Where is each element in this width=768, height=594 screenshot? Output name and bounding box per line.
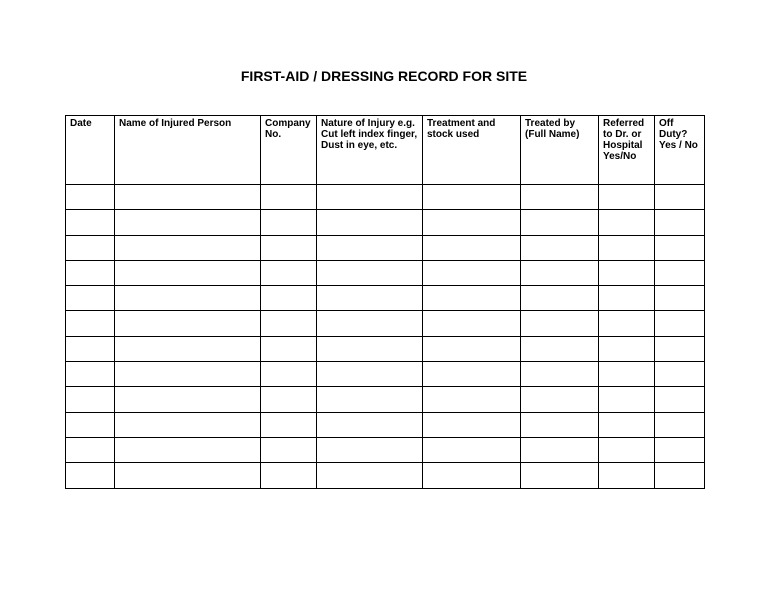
cell-injured-person[interactable] [115,362,261,387]
cell-treatment[interactable] [423,387,521,412]
cell-off-duty[interactable] [655,412,705,437]
cell-treated-by[interactable] [521,210,599,235]
record-body [66,185,705,489]
table-row [66,336,705,361]
table-row [66,362,705,387]
cell-referred[interactable] [599,210,655,235]
cell-nature-of-injury[interactable] [317,210,423,235]
cell-injured-person[interactable] [115,260,261,285]
cell-injured-person[interactable] [115,412,261,437]
cell-injured-person[interactable] [115,463,261,488]
cell-referred[interactable] [599,463,655,488]
cell-treated-by[interactable] [521,463,599,488]
cell-company-no[interactable] [261,387,317,412]
cell-date[interactable] [66,387,115,412]
cell-referred[interactable] [599,286,655,311]
cell-treatment[interactable] [423,286,521,311]
cell-date[interactable] [66,235,115,260]
cell-injured-person[interactable] [115,336,261,361]
header-row [66,116,705,185]
cell-nature-of-injury[interactable] [317,437,423,462]
cell-nature-of-injury[interactable] [317,387,423,412]
cell-company-no[interactable] [261,362,317,387]
table-row [66,437,705,462]
cell-treated-by[interactable] [521,362,599,387]
cell-date[interactable] [66,463,115,488]
cell-company-no[interactable] [261,260,317,285]
cell-nature-of-injury[interactable] [317,185,423,210]
cell-injured-person[interactable] [115,235,261,260]
cell-nature-of-injury[interactable] [317,286,423,311]
cell-treatment[interactable] [423,185,521,210]
cell-date[interactable] [66,336,115,361]
cell-off-duty[interactable] [655,311,705,336]
cell-treatment[interactable] [423,412,521,437]
column-header-injured-person: Name of Injured Person [115,116,261,185]
cell-date[interactable] [66,185,115,210]
cell-off-duty[interactable] [655,210,705,235]
cell-injured-person[interactable] [115,185,261,210]
cell-treated-by[interactable] [521,437,599,462]
cell-company-no[interactable] [261,185,317,210]
cell-referred[interactable] [599,311,655,336]
cell-date[interactable] [66,412,115,437]
cell-injured-person[interactable] [115,210,261,235]
column-header-off-duty: Off Duty? Yes / No [655,116,705,185]
column-header-treated-by: Treated by (Full Name) [521,116,599,185]
cell-nature-of-injury[interactable] [317,362,423,387]
cell-date[interactable] [66,260,115,285]
cell-company-no[interactable] [261,210,317,235]
cell-company-no[interactable] [261,336,317,361]
cell-nature-of-injury[interactable] [317,260,423,285]
cell-referred[interactable] [599,412,655,437]
cell-company-no[interactable] [261,235,317,260]
table-row [66,463,705,488]
table-row [66,412,705,437]
cell-off-duty[interactable] [655,286,705,311]
cell-referred[interactable] [599,336,655,361]
cell-nature-of-injury[interactable] [317,336,423,361]
cell-treated-by[interactable] [521,412,599,437]
cell-date[interactable] [66,311,115,336]
cell-off-duty[interactable] [655,387,705,412]
cell-referred[interactable] [599,260,655,285]
cell-treatment[interactable] [423,437,521,462]
cell-injured-person[interactable] [115,437,261,462]
cell-company-no[interactable] [261,437,317,462]
cell-off-duty[interactable] [655,463,705,488]
cell-date[interactable] [66,210,115,235]
column-header-treatment: Treatment and stock used [423,116,521,185]
cell-nature-of-injury[interactable] [317,463,423,488]
cell-date[interactable] [66,362,115,387]
cell-off-duty[interactable] [655,185,705,210]
cell-treated-by[interactable] [521,336,599,361]
cell-off-duty[interactable] [655,260,705,285]
column-header-date: Date [66,116,115,185]
cell-referred[interactable] [599,185,655,210]
cell-referred[interactable] [599,362,655,387]
cell-company-no[interactable] [261,311,317,336]
cell-injured-person[interactable] [115,311,261,336]
cell-off-duty[interactable] [655,437,705,462]
first-aid-record-table [65,115,705,489]
cell-treatment[interactable] [423,463,521,488]
cell-treatment[interactable] [423,362,521,387]
cell-company-no[interactable] [261,463,317,488]
cell-referred[interactable] [599,437,655,462]
page-title: FIRST-AID / DRESSING RECORD FOR SITE [240,68,528,84]
table-row [66,185,705,210]
cell-treatment[interactable] [423,235,521,260]
table-row [66,210,705,235]
cell-injured-person[interactable] [115,286,261,311]
cell-referred[interactable] [599,387,655,412]
column-header-referred: Referred to Dr. or Hospital Yes/No [599,116,655,185]
cell-off-duty[interactable] [655,235,705,260]
table-row [66,286,705,311]
table-row [66,260,705,285]
cell-treated-by[interactable] [521,387,599,412]
table-row [66,387,705,412]
cell-nature-of-injury[interactable] [317,311,423,336]
cell-injured-person[interactable] [115,387,261,412]
cell-treated-by[interactable] [521,260,599,285]
table-row [66,311,705,336]
cell-company-no[interactable] [261,286,317,311]
cell-nature-of-injury[interactable] [317,235,423,260]
cell-off-duty[interactable] [655,362,705,387]
cell-date[interactable] [66,286,115,311]
cell-nature-of-injury[interactable] [317,412,423,437]
cell-treatment[interactable] [423,260,521,285]
column-header-company-no: Company No. [261,116,317,185]
column-header-nature-of-injury: Nature of Injury e.g. Cut left index finger, Dust in eye, etc. [317,116,423,185]
cell-treatment[interactable] [423,210,521,235]
table-row [66,235,705,260]
cell-treated-by[interactable] [521,235,599,260]
cell-treatment[interactable] [423,311,521,336]
cell-treatment[interactable] [423,336,521,361]
cell-off-duty[interactable] [655,336,705,361]
cell-treated-by[interactable] [521,311,599,336]
cell-company-no[interactable] [261,412,317,437]
cell-referred[interactable] [599,235,655,260]
cell-date[interactable] [66,437,115,462]
cell-treated-by[interactable] [521,286,599,311]
cell-treated-by[interactable] [521,185,599,210]
